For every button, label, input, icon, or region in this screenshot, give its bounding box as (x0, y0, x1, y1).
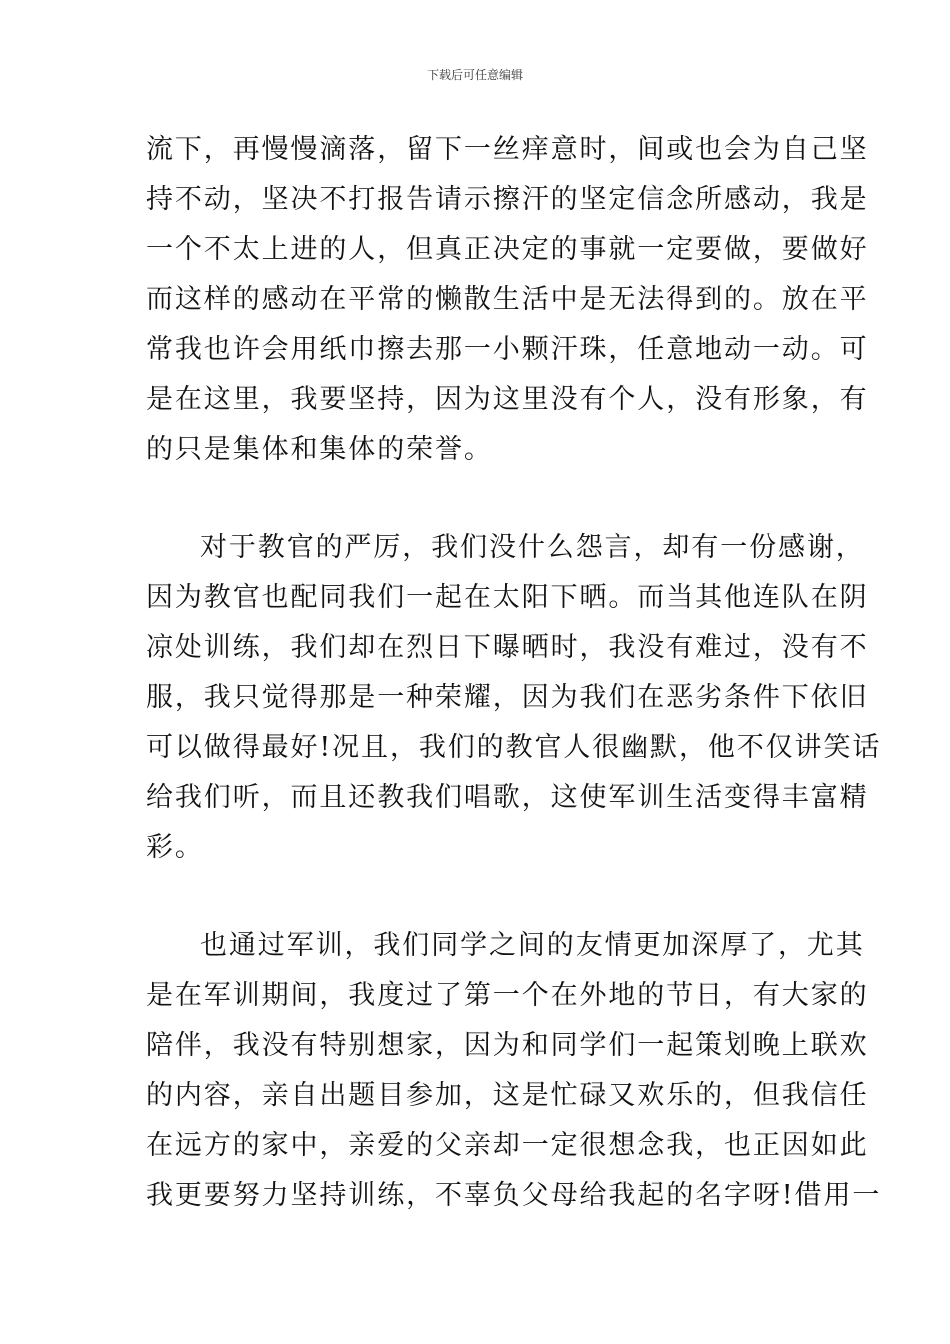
paragraph-line: 持不动，坚决不打报告请示擦汗的坚定信念所感动，我是 (146, 184, 869, 215)
paragraph-line: 在远方的家中，亲爱的父亲却一定很想念我，也正因如此 (146, 1130, 869, 1161)
paragraph-line: 的内容，亲自出题目参加，这是忙碌又欢乐的，但我信任 (146, 1080, 869, 1111)
paragraph-line: 也通过军训，我们同学之间的友情更加深厚了，尤其 (200, 930, 865, 961)
paragraph-line: 而这样的感动在平常的懒散生活中是无法得到的。放在平 (146, 284, 869, 315)
paragraph-line: 凉处训练，我们却在烈日下曝晒时，我没有难过，没有不 (146, 632, 869, 663)
paragraph-line: 流下，再慢慢滴落，留下一丝痒意时，间或也会为自己坚 (146, 134, 869, 165)
paragraph-line: 的只是集体和集体的荣誉。 (146, 434, 493, 465)
paragraph-line: 因为教官也配同我们一起在太阳下晒。而当其他连队在阴 (146, 582, 869, 613)
paragraph-line: 我更要努力坚持训练，不辜负父母给我起的名字呀!借用一 (146, 1180, 882, 1211)
paragraph-line: 服，我只觉得那是一种荣耀，因为我们在恶劣条件下依旧 (146, 682, 869, 713)
page-header: 下载后可任意编辑 (426, 68, 523, 82)
paragraph-line: 陪伴，我没有特别想家，因为和同学们一起策划晚上联欢 (146, 1030, 869, 1061)
paragraph-line: 是在军训期间，我度过了第一个在外地的节日，有大家的 (146, 980, 869, 1011)
paragraph-line: 一个不太上进的人，但真正决定的事就一定要做，要做好 (146, 234, 869, 265)
paragraph-line: 彩。 (146, 832, 204, 863)
paragraph-line: 是在这里，我要坚持，因为这里没有个人，没有形象，有 (146, 384, 869, 415)
paragraph-line: 常我也许会用纸巾擦去那一小颗汗珠，任意地动一动。可 (146, 334, 869, 365)
paragraph-line: 给我们听，而且还教我们唱歌，这使军训生活变得丰富精 (146, 782, 869, 813)
paragraph-line: 对于教官的严厉，我们没什么怨言，却有一份感谢， (200, 532, 865, 563)
paragraph-line: 可以做得最好!况且，我们的教官人很幽默，他不仅讲笑话 (146, 732, 882, 763)
